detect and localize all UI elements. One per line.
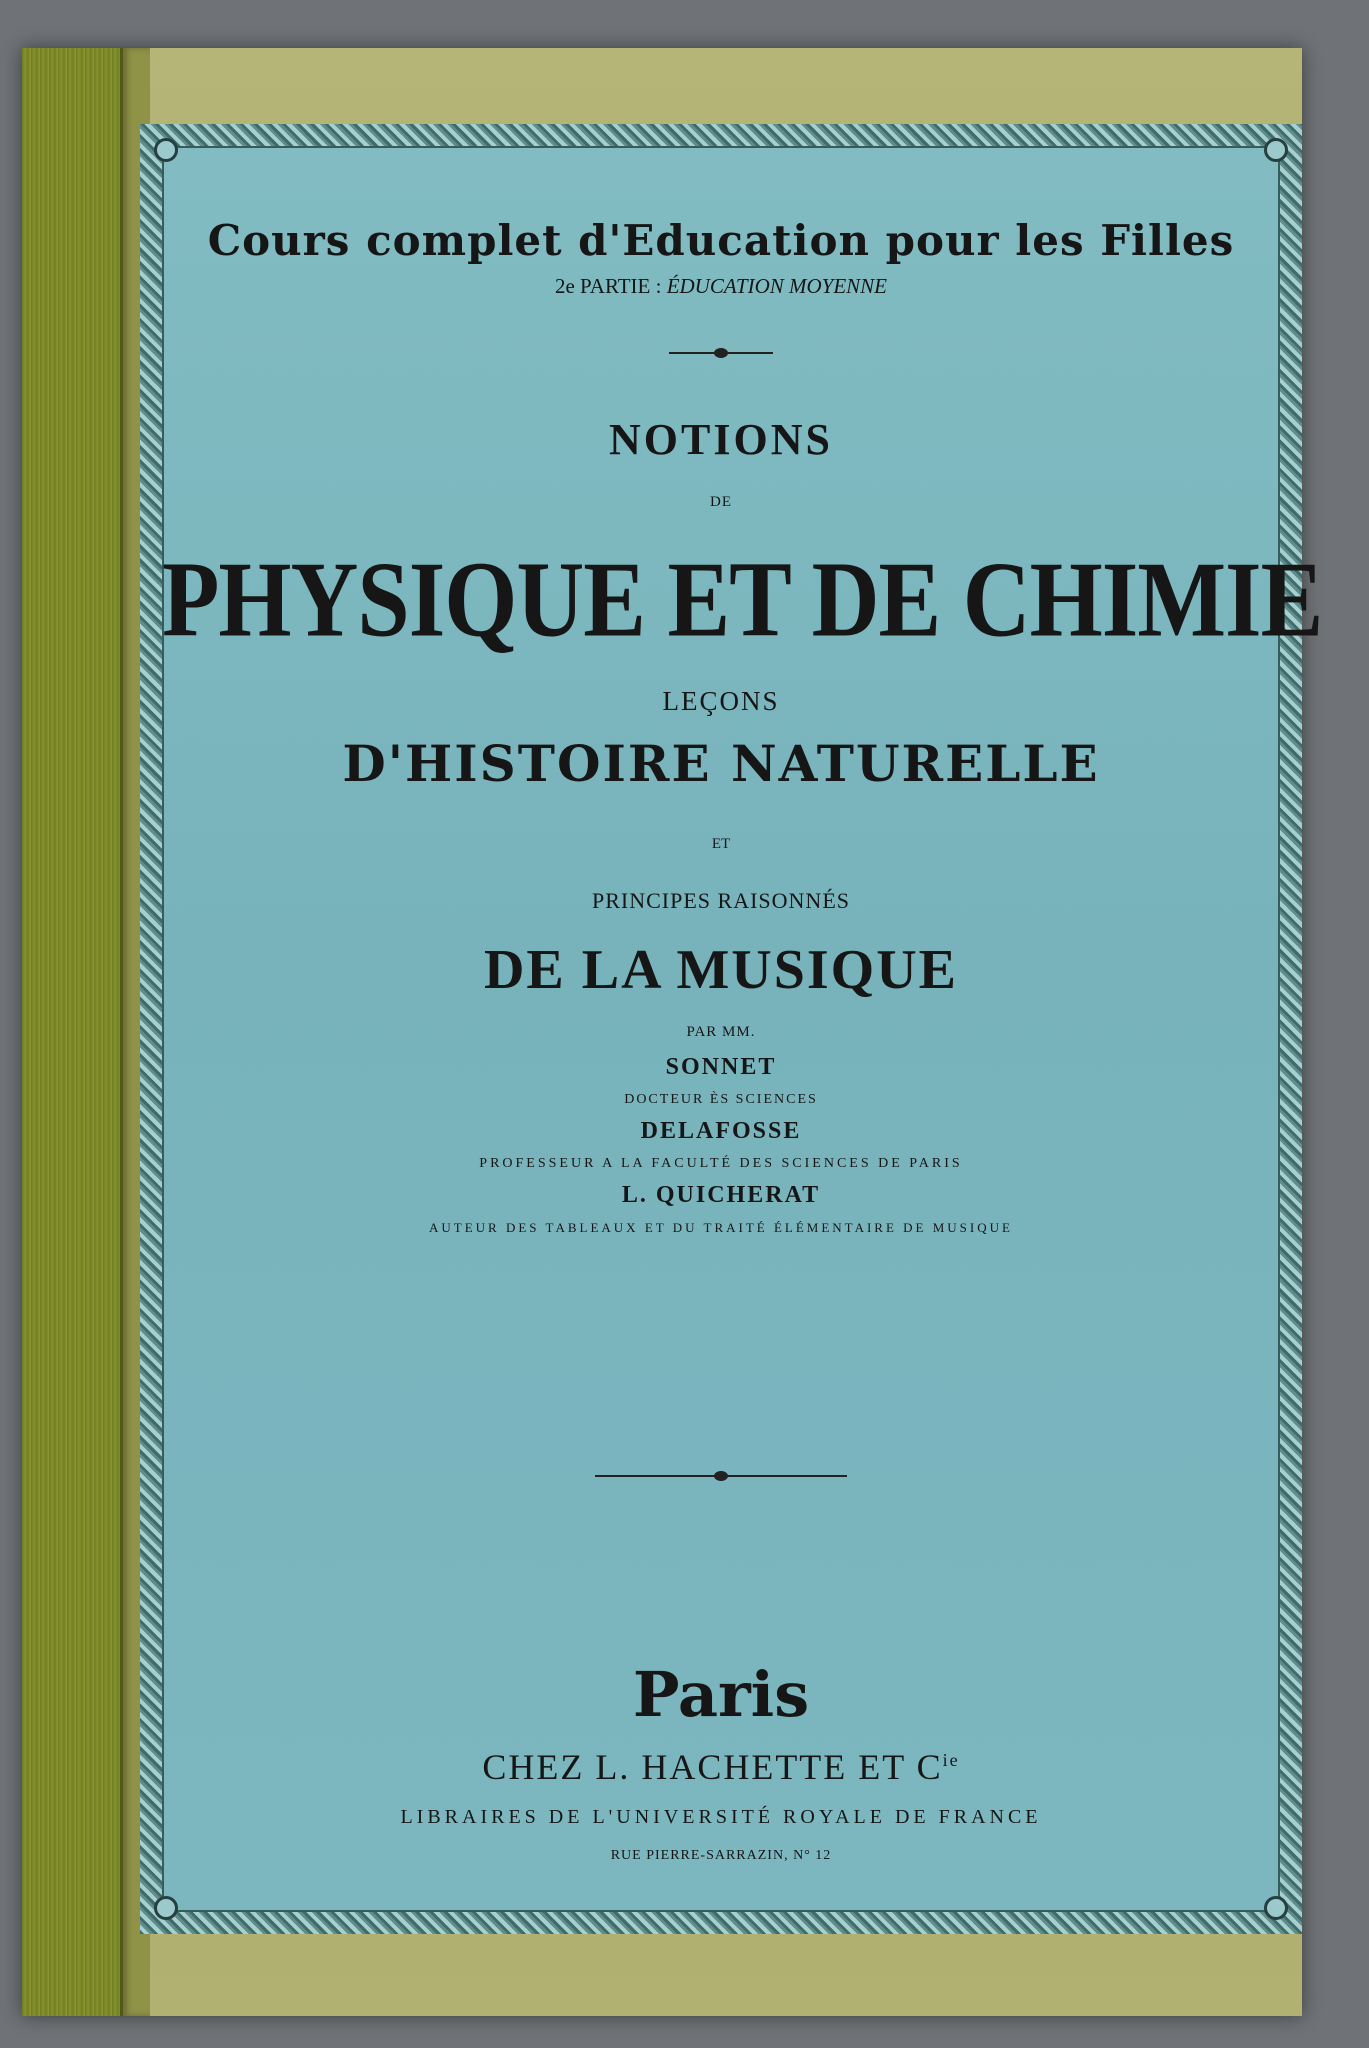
- lecons-heading: LEÇONS: [662, 686, 780, 716]
- partie-name: ÉDUCATION MOYENNE: [666, 274, 888, 298]
- corner-ornament: [154, 1896, 178, 1920]
- et-connector: ET: [711, 836, 731, 852]
- corner-ornament: [1264, 1896, 1288, 1920]
- partie-line: [162, 274, 1280, 299]
- address-line: RUE PIERRE-SARRAZIN, N° 12: [610, 1848, 832, 1863]
- authors-intro: PAR MM.: [686, 1024, 756, 1040]
- city: Paris: [632, 1658, 810, 1731]
- publisher-sup: ie: [942, 1750, 960, 1770]
- author-title: PROFESSEUR A LA FACULTÉ DES SCIENCES DE PARIS: [479, 1156, 963, 1171]
- series-title: Cours complet d'Education pour les Filles: [207, 216, 1235, 265]
- corner-ornament: [1264, 138, 1288, 162]
- author-name: DELAFOSSE: [640, 1118, 802, 1144]
- libraires-line: LIBRAIRES DE L'UNIVERSITÉ ROYALE DE FRANCE: [400, 1806, 1042, 1828]
- principes-heading: PRINCIPES RAISONNÉS: [592, 888, 850, 913]
- book: [22, 48, 1323, 2016]
- ornamental-rule: [595, 1475, 847, 1477]
- author-title: DOCTEUR ÈS SCIENCES: [624, 1092, 818, 1107]
- author-title: AUTEUR DES TABLEAUX ET DU TRAITÉ ÉLÉMENTAIRE DE MUSIQUE: [429, 1220, 1013, 1235]
- musique-title: DE LA MUSIQUE: [483, 939, 959, 1001]
- title-panel: [140, 124, 1323, 1934]
- corner-ornament: [154, 138, 178, 162]
- main-title: PHYSIQUE ET DE CHIMIE: [162, 540, 1323, 660]
- book-spine: [22, 48, 120, 2016]
- partie-prefix: 2e PARTIE :: [554, 274, 667, 298]
- ornamental-rule: [669, 352, 773, 354]
- publisher-line: [162, 1746, 1280, 1788]
- author-name: L. QUICHERAT: [621, 1182, 821, 1208]
- notions-heading: NOTIONS: [609, 415, 833, 464]
- histoire-title: D'HISTOIRE NATURELLE: [342, 734, 1100, 793]
- de-connector: DE: [710, 494, 732, 510]
- publisher: CHEZ L. HACHETTE ET C: [482, 1747, 943, 1787]
- author-name: SONNET: [665, 1054, 777, 1080]
